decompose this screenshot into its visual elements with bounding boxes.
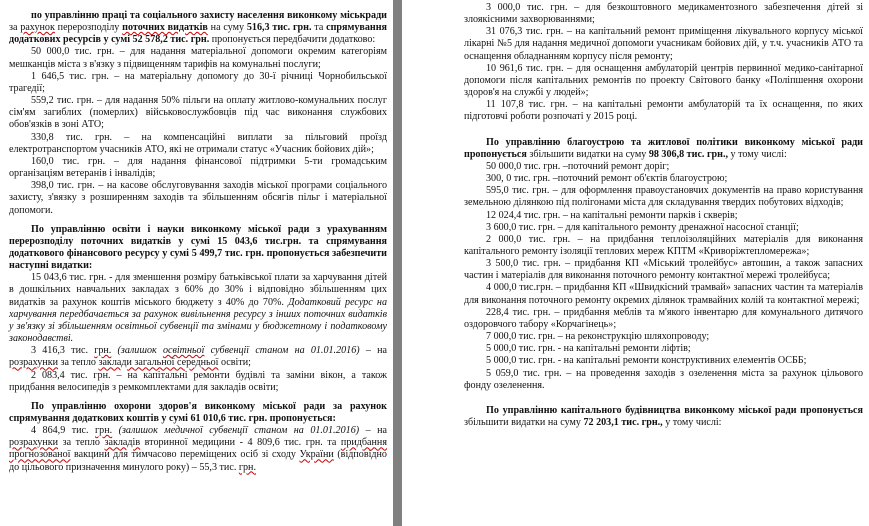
labor-section-heading: по управлінню праці та соціального захисту населення виконкому міськради за рахунок перерозподілу поточних видатків на суму 516,3 тис. грн. та спрямування додаткових ресурсів у сумі 52 578,2 тис. грн. пропонується передбачити додатково: — [9, 10, 388, 46]
improvement-item-12: 5 000,0 тис. грн. - на капітальні ремонти конструктивних елементів ОСББ; — [486, 355, 807, 367]
health-section-heading: По управлінню охорони здоров'я виконкому міської ради за рахунок спрямування додаткових коштів у сумі 61 010,6 тис. грн. пропонується: — [9, 400, 387, 424]
improvement-item-9: 228,4 тис. грн. – придбання меблів та м'якого інвентарю для комунального дитячого оздоровчого табору «Корчагінець»; — [464, 306, 863, 330]
construction-section-heading: По управлінню капітального будівництва виконкому міської ради пропонується збільшити видатки на суму 72 203,1 тис. грн., у тому числі: — [464, 404, 863, 428]
health-item-1: 4 864,9 тис. грн. (залишок медичної субвенції станом на 01.01.2016) – на розрахунки за тепло закладів вторинної медицини - 4 809,6 тис. грн. та придбання прогнозованої вакцини для тимчасово переміщених осіб зі сходу України (відповідно до цільового призначення минулого року) – 55,3 тис. грн. — [9, 425, 387, 473]
labor-item-2: 1 646,5 тис. грн. – на матеріальну допомогу до 30-ї річниці Чорнобильської трагедії; — [9, 70, 387, 94]
improvement-item-11: 5 000,0 тис. грн. - на капітальні ремонти ліфтів; — [486, 343, 691, 355]
improvement-item-7: 3 500,0 тис. грн. – придбання КП «Міський тролейбус» автошин, а також запасних частин і матеріалів для виконання поточного ремонту контактної мережі тролейбуса; — [464, 258, 863, 282]
labor-item-6: 398,0 тис. грн. – на касове обслуговування заходів міської програми соціального захисту, з'вязку з розширенням заходів та збільшенням обсягів пільг і матеріальної допомоги. — [9, 180, 387, 216]
health-item-5: 11 107,8 тис. грн. – на капітальні ремонти амбулаторій та їх оснащення, по яких підготовчі роботи розпочаті у 2015 році. — [464, 99, 863, 123]
document-page-left — [0, 0, 393, 526]
improvement-item-3: 595,0 тис. грн. – для оформлення правоустановчих документів на право користування земельною ділянкою під полігонами міста для складування твердих побутових відходів; — [464, 185, 863, 209]
improvement-item-6: 2 000,0 тис. грн. – на придбання теплоізоляційних матеріалів для виконання капітального ремонту ізоляції теплових мереж КПТМ «Криворіжтепломережа»; — [464, 233, 863, 257]
improvement-section-heading: По управлінню благоустрою та житлової політики виконкому міської ради пропонується збільшити видатки на суму 98 306,8 тис. грн., у тому числі: — [464, 136, 863, 160]
improvement-item-1: 50 000,0 тис. грн. –поточний ремонт доріг; — [486, 160, 670, 172]
education-item-3: 2 083,4 тис. грн. – на капітальні ремонти будівлі та заміни вікон, а також придбання велосипедів з ремкомплектами для закладів освіти; — [9, 369, 387, 393]
labor-item-1: 50 000,0 тис. грн. – для надання матеріальної допомоги окремим категоріям мешканців міста з в'язку з підвищенням тарифів на комунальні послуги; — [9, 46, 387, 70]
health-item-3: 31 076,3 тис. грн. – на капітальний ремонт приміщення лікувального корпусу міської лікарні №5 для надання медичної допомоги учасникам бойових дій, у т.ч. учасників АТО та оснащення обладнанням корпусу після ремонту; — [464, 26, 863, 62]
education-item-2: 3 416,3 тис. грн. (залишок освітньої субвенції станом на 01.01.2016) – на розрахунки за тепло заклади загальної середньої освіти; — [9, 345, 387, 369]
improvement-item-2: 300, 0 тис. грн. –поточний ремонт об'єктів благоустрою; — [486, 173, 728, 185]
labor-item-5: 160,0 тис. грн. – для надання фінансової підтримки 5-ти громадським організаціям ветеранів і інвалідів; — [9, 155, 387, 180]
education-item-1: 15 043,6 тис. грн. - для зменшення розміру батьківської плати за харчування дітей в дошкільних навчальних закладах з 60% до 30% і відповідно збільшенням цих видатків за рахунок коштів міського бюджету з 40% до 70%. Додатковий ресурс на харчування передбачається за рахунок вивільнення ресурсу з інших поточних видатків у зв'язку зі збільшенням освітньої субвенції та змінами у бюджетному і податковому законодавстві. — [9, 272, 387, 345]
health-item-2: 3 000,0 тис. грн. – для безкоштовного медикаментозного забезпечення дітей зі злоякісними захворюваннями; — [464, 2, 863, 26]
improvement-item-4: 12 024,4 тис. грн. – на капітальні ремонти парків і скверів; — [486, 209, 738, 221]
improvement-item-13: 5 059,0 тис. грн. – на проведення заходів з озеленення міста за рахунок цільового фонду озеленення. — [464, 367, 863, 391]
labor-item-4: 330,8 тис. грн. – на компенсаційні виплати за пільговий проїзд електротранспортом учасників АТО, які не отримали статус «Учасник бойових дій»; — [9, 131, 387, 155]
health-item-4: 10 961,6 тис. грн. – для оснащення амбулаторій центрів первинної медико-санітарної допомоги після капітальних ремонтів по проекту Світового банку «Поліпшення охорони здоров'я на службі у людей»; — [464, 62, 863, 99]
education-section-heading: По управлінню освіти і науки виконкому міської ради з урахуванням перерозподілу поточних видатків у сумі 15 043,6 тис.грн. та спрямування додаткового фінансового ресурсу у сумі 5 499,7 тис. грн. пропонується забезпечити наступні видатки: — [9, 223, 387, 272]
improvement-item-5: 3 600,0 тис. грн. – для капітального ремонту дренажної насосної станції; — [486, 221, 799, 233]
improvement-item-8: 4 000,0 тис.грн. – придбання КП «Швидкісний трамвай» запасних частин та матеріалів для виконання поточного ремонту окремих ділянок трамвайних колій та контактної мережі; — [464, 282, 863, 306]
document-page-right — [402, 0, 869, 526]
labor-item-3: 559,2 тис. грн. – для надання 50% пільги на оплату житлово-комунальних послуг сім'ям загиблих (померлих) військовослужбовців під час виконання службових обов'язків в зоні АТО; — [9, 95, 387, 131]
improvement-item-10: 7 000,0 тис. грн. – на реконструкцію шляхопроводу; — [486, 331, 710, 343]
